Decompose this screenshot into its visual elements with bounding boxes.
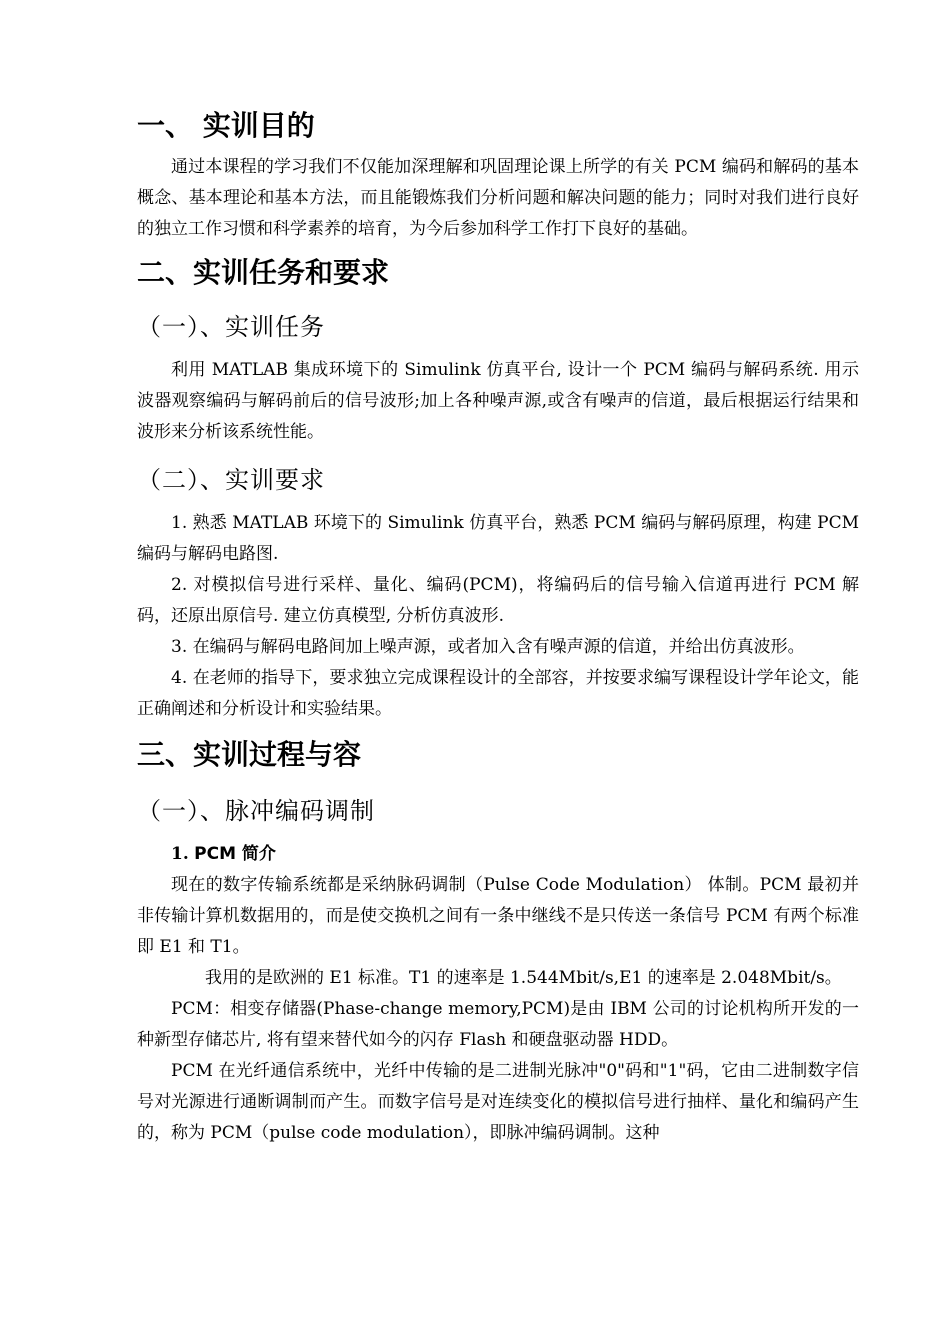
pcm-paragraph-4: PCM 在光纤通信系统中，光纤中传输的是二进制光脉冲"0"码和"1"码，它由二进制数字信号对光源进行通断调制而产生。而数字信号是对连续变化的模拟信号进行抽样、量化和编码产生的，称为 PCM（pulse code modulation），即脉冲编码调制。这种 [137,1061,859,1143]
section2-sub1-heading: （一）、实训任务 [137,313,325,341]
document-page [137,100,859,1149]
section3-heading: 三、实训过程与容 [137,738,362,771]
requirement-4: 4. 在老师的指导下，要求独立完成课程设计的全部容，并按要求编写课程设计学年论文，能正确阐述和分析设计和实验结果。 [137,668,859,719]
pcm-intro-number: 1. [171,844,189,864]
section1-heading: 一、 实训目的 [137,109,315,142]
pcm-paragraph-2: 我用的是欧洲的 E1 标准。T1 的速率是 1.544Mbit/s,E1 的速率是 2.048Mbit/s。 [205,968,842,988]
section1-paragraph: 通过本课程的学习我们不仅能加深理解和巩固理论课上所学的有关 PCM 编码和解码的基本概念、基本理论和基本方法，而且能锻炼我们分析问题和解决问题的能力；同时对我们进行良好的独立工作习惯和科学素养的培育，为今后参加科学工作打下良好的基础。 [137,157,859,239]
requirement-3: 3. 在编码与解码电路间加上噪声源，或者加入含有噪声源的信道，并给出仿真波形。 [171,637,805,657]
requirement-1: 1. 熟悉 MATLAB 环境下的 Simulink 仿真平台，熟悉 PCM 编码与解码原理，构建 PCM 编码与解码电路图. [137,513,859,564]
requirement-2: 2. 对模拟信号进行采样、量化、编码(PCM)，将编码后的信号输入信道再进行 PCM 解码，还原出原信号. 建立仿真模型, 分析仿真波形. [137,575,859,626]
pcm-intro-title: PCM 简介 [194,844,276,864]
section3-sub1-heading: （一）、脉冲编码调制 [137,797,375,825]
pcm-paragraph-3: PCM：相变存储器(Phase-change memory,PCM)是由 IBM 公司的讨论机构所开发的一种新型存储芯片, 将有望来替代如今的闪存 Flash 和硬盘驱动器 HDD。 [137,999,859,1050]
pcm-paragraph-1: 现在的数字传输系统都是采纳脉码调制（Pulse Code Modulation） 体制。PCM 最初并非传输计算机数据用的，而是使交换机之间有一条中继线不是只传送一条信号 PCM 有两个标准即 E1 和 T1。 [137,875,859,957]
section2-heading: 二、实训任务和要求 [137,256,390,289]
section2-task-paragraph: 利用 MATLAB 集成环境下的 Simulink 仿真平台, 设计一个 PCM 编码与解码系统. 用示波器观察编码与解码前后的信号波形;加上各种噪声源,或含有噪声的信道，最后根据运行结果和波形来分析该系统性能。 [137,360,859,442]
section2-sub2-heading: （二）、实训要求 [137,466,325,494]
pcm-intro-heading [137,839,859,870]
